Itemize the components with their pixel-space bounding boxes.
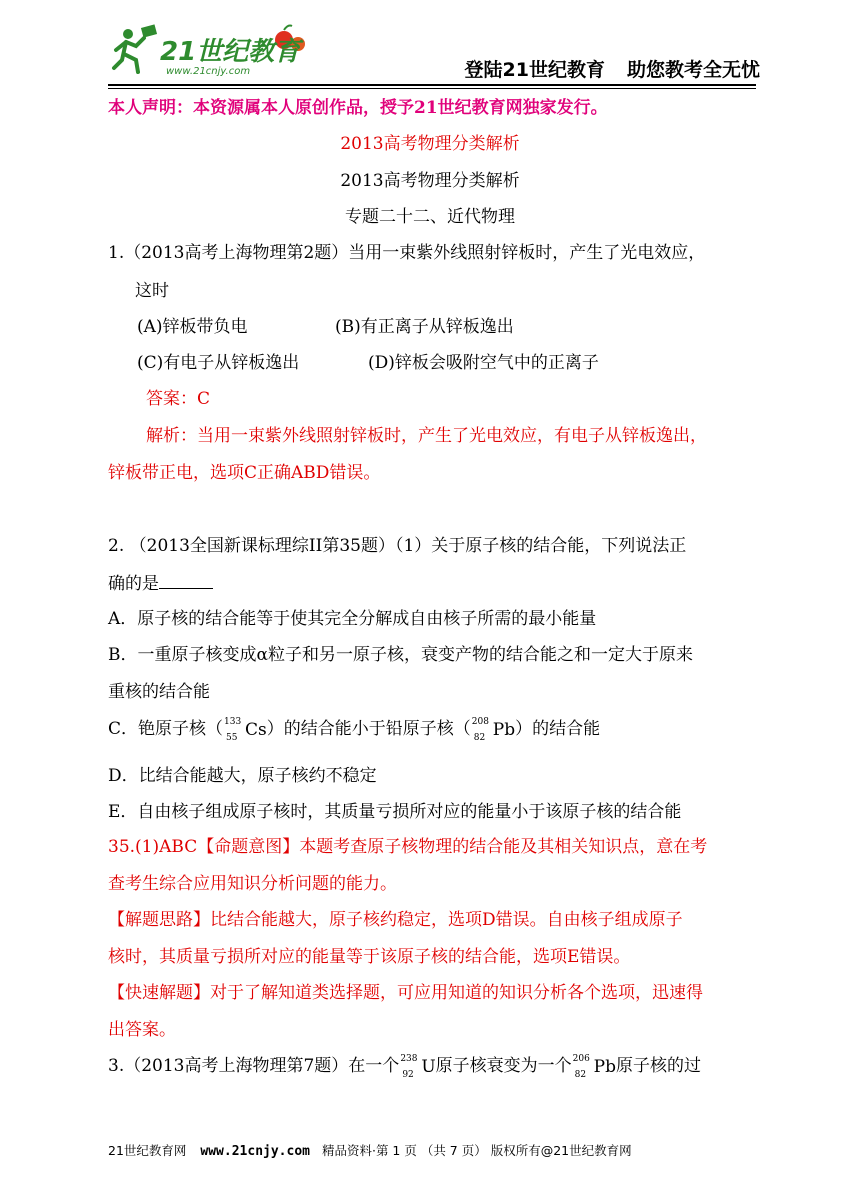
- q2-option-b-line2: 重核的结合能: [108, 682, 210, 702]
- logo-url: www.21cnjy.com: [166, 66, 251, 77]
- q1-option-c: (C)有电子从锌板逸出: [137, 353, 300, 373]
- pb-number: 82: [473, 732, 486, 743]
- q2-quick-line2: 出答案。: [108, 1020, 176, 1040]
- q2-answer-line2: 查考生综合应用知识分析问题的能力。: [108, 874, 397, 894]
- q2-stem-line2: [108, 572, 213, 595]
- q1-stem-line2: 这时: [135, 281, 169, 301]
- q1-analysis-line2: 锌板带正电，选项C正确ABD错误。: [108, 463, 381, 483]
- title-black: 2013高考物理分类解析: [340, 171, 520, 191]
- q3-pre: 3.（2013高考上海物理第7题）在一个: [108, 1056, 400, 1076]
- q2-option-a: A．原子核的结合能等于使其完全分解成自由核子所需的最小能量: [108, 609, 597, 629]
- cs-number: 55: [226, 732, 238, 743]
- q1-stem-line1: 1.（2013高考上海物理第2题）当用一束紫外线照射锌板时，产生了光电效应，: [108, 243, 706, 263]
- q2-stem-text: 确的是: [108, 574, 159, 594]
- header-slogan: [465, 55, 760, 82]
- q1-option-b: (B)有正离子从锌板逸出: [335, 317, 514, 337]
- cs-mass: 133: [224, 716, 242, 727]
- u-mass: 238: [400, 1053, 418, 1064]
- pb206-mass: 206: [572, 1053, 590, 1064]
- footer-url-link[interactable]: www.21cnjy.com: [200, 1144, 310, 1159]
- lead206-isotope: [573, 1054, 593, 1080]
- q1-option-a: (A)锌板带负电: [137, 317, 248, 337]
- q2-option-b-line1: B．一重原子核变成α粒子和另一原子核，衰变产物的结合能之和一定大于原来: [108, 645, 693, 665]
- q2-option-d: D．比结合能越大，原子核约不稳定: [108, 766, 377, 786]
- q2-quick-line1: 【快速解题】对于了解知道类选择题，可应用知道的知识分析各个选项，迅速得: [108, 983, 703, 1003]
- u-symbol: U: [421, 1056, 436, 1077]
- q2-idea-line1: 【解题思路】比结合能越大，原子核约稳定，选项D错误。自由核子组成原子: [108, 910, 683, 930]
- q2-answer-line1: 35.(1)ABC【命题意图】本题考查原子核物理的结合能及其相关知识点，意在考: [108, 837, 708, 857]
- pb206-number: 82: [574, 1069, 587, 1080]
- q1-answer: 答案：C: [146, 389, 211, 409]
- q3-mid: 原子核衰变为一个: [435, 1056, 572, 1076]
- q3-stem: [108, 1053, 701, 1080]
- q2-option-e: E．自由核子组成原子核时，其质量亏损所对应的能量小于该原子核的结合能: [108, 802, 682, 822]
- q1-analysis-line1: 解析：当用一束紫外线照射锌板时，产生了光电效应，有电子从锌板逸出，: [146, 426, 707, 446]
- pb-mass: 208: [471, 716, 489, 727]
- q2-option-c-pre: C．铯原子核（: [108, 719, 224, 739]
- site-logo[interactable]: [108, 20, 308, 80]
- q3-post: 原子核的过: [615, 1056, 701, 1076]
- q2-option-c: [108, 716, 600, 743]
- uranium-isotope: [400, 1054, 420, 1080]
- answer-blank: [159, 572, 213, 589]
- slogan-left: 登陆21世纪教育: [464, 59, 605, 81]
- pb206-symbol: Pb: [593, 1056, 616, 1077]
- footer-site: 21世纪教育网: [108, 1143, 187, 1158]
- header-divider-thin: [108, 88, 756, 89]
- footer-info: 精品资料·第 1 页 （共 7 页） 版权所有@21世纪教育网: [321, 1143, 632, 1158]
- q2-stem-line1: 2. （2013全国新课标理综II第35题）（1）关于原子核的结合能，下列说法正: [108, 536, 687, 556]
- topic-title: 专题二十二、近代物理: [345, 207, 515, 227]
- lead-isotope: [472, 717, 492, 743]
- logo-graphic: [108, 20, 308, 80]
- q2-option-c-post: ）的结合能: [515, 719, 601, 739]
- q1-option-d: (D)锌板会吸附空气中的正离子: [368, 353, 599, 373]
- pb-symbol: Pb: [492, 719, 516, 740]
- header-divider: [108, 84, 756, 86]
- copyright-statement: 本人声明：本资源属本人原创作品，授予21世纪教育网独家发行。: [108, 98, 608, 118]
- u-number: 92: [402, 1069, 414, 1080]
- slogan-right: 助您教考全无忧: [626, 59, 760, 81]
- q2-idea-line2: 核时，其质量亏损所对应的能量等于该原子核的结合能，选项E错误。: [108, 947, 631, 967]
- q2-option-c-mid: ）的结合能小于铅原子核（: [266, 719, 471, 739]
- cesium-isotope: [224, 717, 244, 743]
- page-footer: [108, 1141, 632, 1159]
- logo-text: 21世纪教育: [160, 37, 301, 67]
- title-red: 2013高考物理分类解析: [340, 134, 520, 154]
- cs-symbol: Cs: [245, 719, 267, 740]
